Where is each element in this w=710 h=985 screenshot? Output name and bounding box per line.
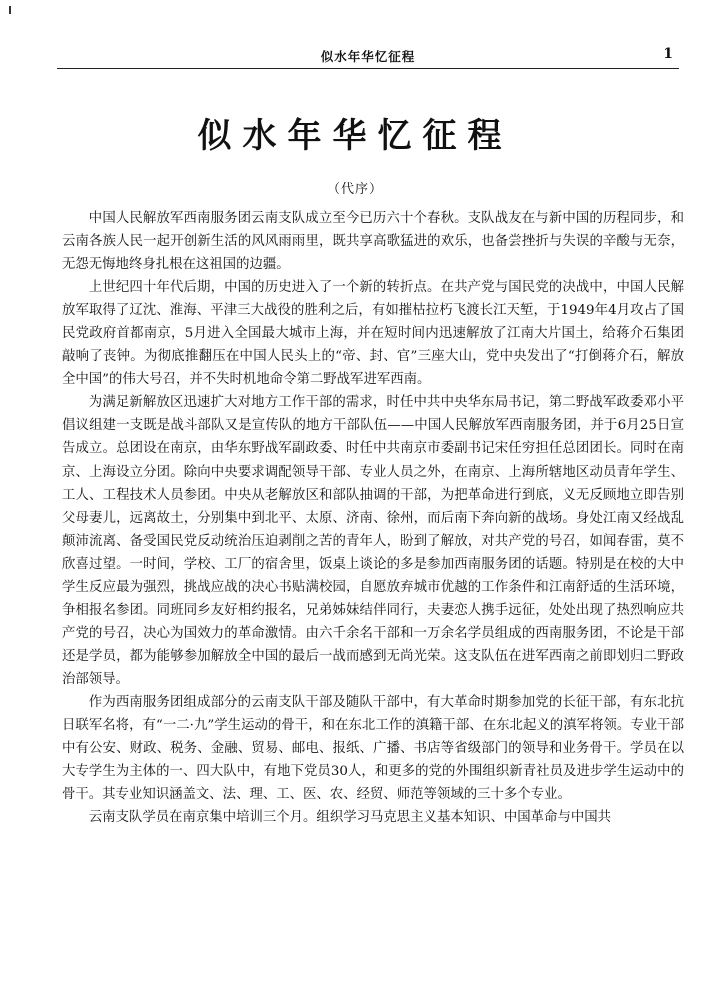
page-header — [57, 44, 679, 69]
paragraph-2: 上世纪四十年代后期，中国的历史进入了一个新的转折点。在共产党与国民党的决战中，中国人民解放军取得了辽沈、淮海、平津三大战役的胜利之后，有如摧枯拉朽飞渡长江天堑，于1949年4月攻占了国民党政府首都南京，5月进入全国最大城市上海，并在短时间内迅速解放了江南大片国土，给蒋介石集团敲响了丧钟。为彻底推翻压在中国人民头上的“帝、封、官”三座大山，党中央发出了“打倒蒋介石，解放全中国”的伟大号召，并不失时机地命令第二野战军进军西南。 — [62, 280, 684, 388]
paragraph-3: 为满足新解放区迅速扩大对地方工作干部的需求，时任中共中央华东局书记，第二野战军政委邓小平倡议组建一支既是战斗部队又是宣传队的地方干部队伍——中国人民解放军西南服务团，并于6月25日宣告成立。总团设在南京，由华东野战军副政委、时任中共南京市委副书记宋任穷担任总团团长。同时在南京、上海设立分团。除向中央要求调配领导干部、专业人员之外，在南京、上海所辖地区动员青年学生、工人、工程技术人员参团。中央从老解放区和部队抽调的干部，为把革命进行到底，义无反顾地立即告别父母妻儿，远离故土，分别集中到北平、太原、济南、徐州，而后南下奔向新的战场。身处江南又经战乱颠沛流离、备受国民党反动统治压迫剥削之苦的青年人，盼到了解放，对共产党的号召，如闻春雷，莫不欣喜过望。一时间，学校、工厂的宿舍里，饭桌上谈论的多是参加西南服务团的话题。特别是在校的大中学生反应最为强烈，挑战应战的决心书贴满校园，自愿放弃城市优越的工作条件和江南舒适的生活环境，争相报名参团。同班同乡友好相约报名，兄弟姊妹结伴同行，夫妻恋人携手远征，处处出现了热烈响应共产党的号召，决心为国效力的革命激情。由六千余名干部和一万余名学员组成的西南服务团，不论是干部还是学员，都为能够参加解放全中国的最后一战而感到无尚光荣。这支队伍在进军西南之前即划归二野政治部领导。 — [62, 395, 684, 687]
paragraph-1: 中国人民解放军西南服务团云南支队成立至今已历六十个春秋。支队战友在与新中国的历程同步，和云南各族人民一起开创新生活的风风雨雨里，既共享高歌猛进的欢乐，也备尝挫折与失误的辛酸与无奈，无怨无悔地终身扎根在这祖国的边疆。 — [62, 211, 684, 273]
paragraph-5: 云南支队学员在南京集中培训三个月。组织学习马克思主义基本知识、中国革命与中国共 — [88, 810, 612, 826]
page-title: 似水年华忆征程 — [197, 116, 513, 156]
body-text — [62, 207, 684, 829]
running-title: 似水年华忆征程 — [320, 49, 416, 64]
page-subtitle: （代序） — [326, 182, 383, 197]
paragraph-4: 作为西南服务团组成部分的云南支队干部及随队干部中，有大革命时期参加党的长征干部，有东北抗日联军名将，有“一二·九”学生运动的骨干，和在东北工作的滇籍干部、在东北起义的滇军将领。专业干部中有公安、财政、税务、金融、贸易、邮电、报纸、广播、书店等省级部门的领导和业务骨干。学员在以大专学生为主体的一、四大队中，有地下党员30人，和更多的党的外围组织新青社员及进步学生运动中的骨干。其专业知识涵盖文、法、理、工、医、农、经贸、师范等领域的三十多个专业。 — [62, 694, 684, 803]
page-number: 1 — [663, 46, 673, 62]
scan-mark — [9, 6, 11, 14]
